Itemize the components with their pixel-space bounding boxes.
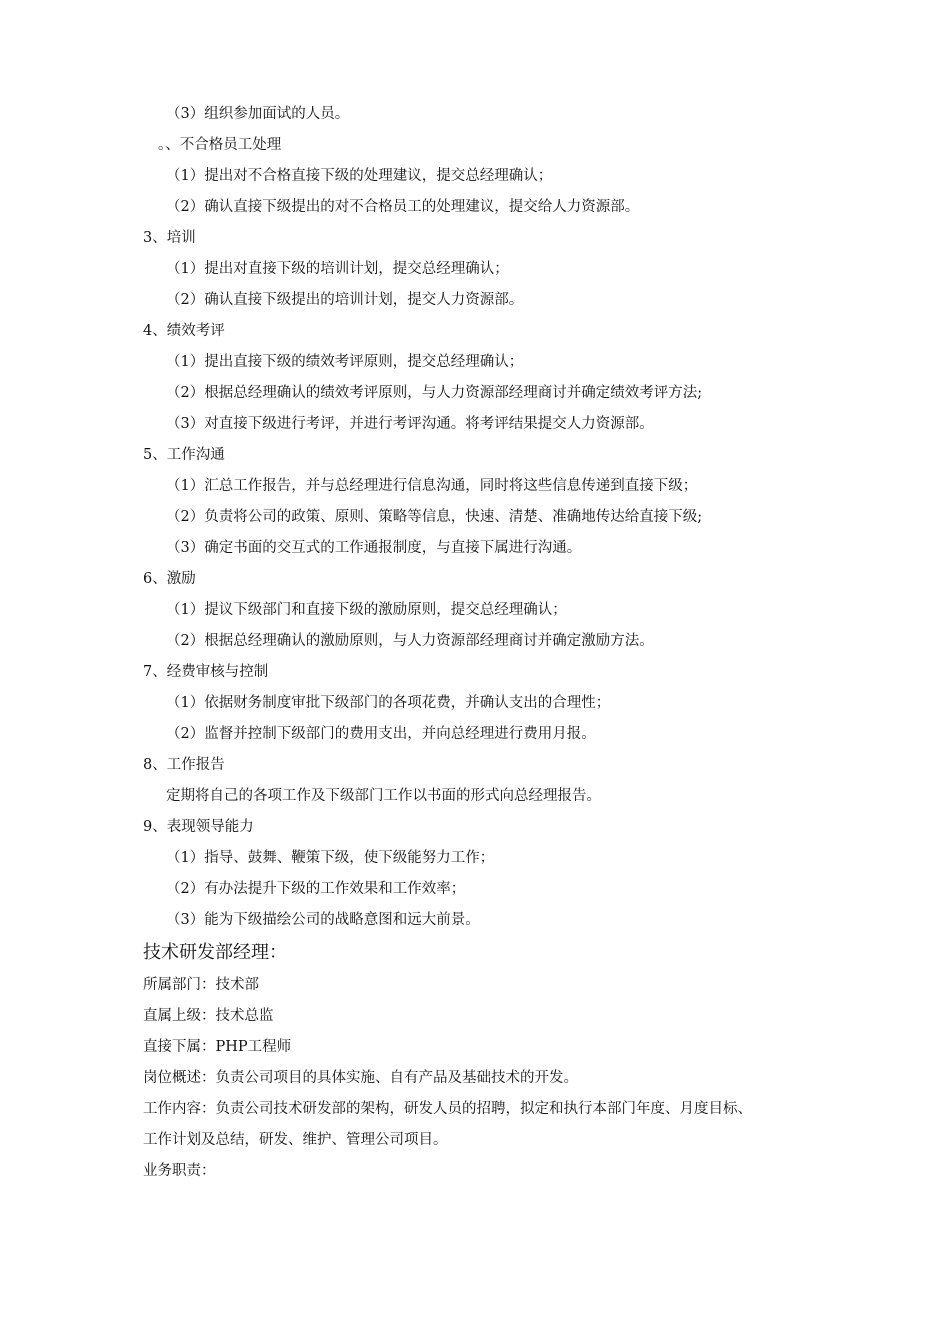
- info-overview: 岗位概述：负责公司项目的具体实施、自有产品及基础技术的开发。: [143, 1070, 578, 1086]
- numbered-heading: 5、工作沟通: [143, 447, 225, 463]
- subsection-heading: 。、不合格员工处理: [158, 137, 282, 153]
- list-item: （3）确定书面的交互式的工作通报制度，与直接下属进行沟通。: [166, 540, 582, 556]
- list-item: （2）确认直接下级提出的对不合格员工的处理建议，提交给人力资源部。: [166, 199, 640, 215]
- list-item: （2）监督并控制下级部门的费用支出，并向总经理进行费用月报。: [166, 726, 596, 742]
- list-item: （2）确认直接下级提出的培训计划，提交人力资源部。: [166, 292, 524, 308]
- info-duties-heading: 业务职责：: [143, 1163, 216, 1179]
- info-work-content: 工作内容：负责公司技术研发部的架构，研发人员的招聘，拟定和执行本部门年度、月度目标、: [143, 1101, 752, 1117]
- info-work-content-cont: 工作计划及总结，研发、维护、管理公司项目。: [143, 1132, 448, 1148]
- info-superior: 直属上级：技术总监: [143, 1008, 274, 1024]
- list-item: （1）提出对直接下级的培训计划，提交总经理确认；: [166, 261, 509, 277]
- list-item: （1）指导、鼓舞、鞭策下级，使下级能努力工作；: [166, 850, 495, 866]
- section-title: 技术研发部经理：: [143, 942, 287, 963]
- numbered-heading: 4、绩效考评: [143, 323, 225, 339]
- list-item: （3）对直接下级进行考评，并进行考评沟通。将考评结果提交人力资源部。: [166, 416, 654, 432]
- numbered-heading: 3、培训: [143, 230, 196, 246]
- numbered-heading: 8、工作报告: [143, 757, 225, 773]
- list-item: （2）负责将公司的政策、原则、策略等信息，快速、清楚、准确地传达给直接下级;: [166, 509, 703, 525]
- list-item: （1）依据财务制度审批下级部门的各项花费，并确认支出的合理性；: [166, 695, 611, 711]
- document-body: [0, 99, 950, 1187]
- numbered-heading: 7、经费审核与控制: [143, 664, 269, 680]
- info-subordinate: 直接下属：PHP工程师: [143, 1039, 292, 1055]
- list-item: （2）根据总经理确认的绩效考评原则，与人力资源部经理商讨并确定绩效考评方法;: [166, 385, 703, 401]
- list-item: （2）有办法提升下级的工作效果和工作效率；: [166, 881, 466, 897]
- list-item: （1）提出直接下级的绩效考评原则，提交总经理确认；: [166, 354, 524, 370]
- list-item: （1）汇总工作报告，并与总经理进行信息沟通，同时将这些信息传递到直接下级；: [166, 478, 698, 494]
- numbered-heading: 6、激励: [143, 571, 196, 587]
- list-item: （3）组织参加面试的人员。: [166, 106, 350, 122]
- list-item: （1）提议下级部门和直接下级的激励原则，提交总经理确认；: [166, 602, 567, 618]
- info-department: 所属部门：技术部: [143, 977, 259, 993]
- list-item: （3）能为下级描绘公司的战略意图和远大前景。: [166, 912, 480, 928]
- paragraph: 定期将自己的各项工作及下级部门工作以书面的形式向总经理报告。: [166, 788, 601, 804]
- numbered-heading: 9、表现领导能力: [143, 819, 254, 835]
- list-item: （1）提出对不合格直接下级的处理建议，提交总经理确认；: [166, 168, 553, 184]
- list-item: （2）根据总经理确认的激励原则，与人力资源部经理商讨并确定激励方法。: [166, 633, 654, 649]
